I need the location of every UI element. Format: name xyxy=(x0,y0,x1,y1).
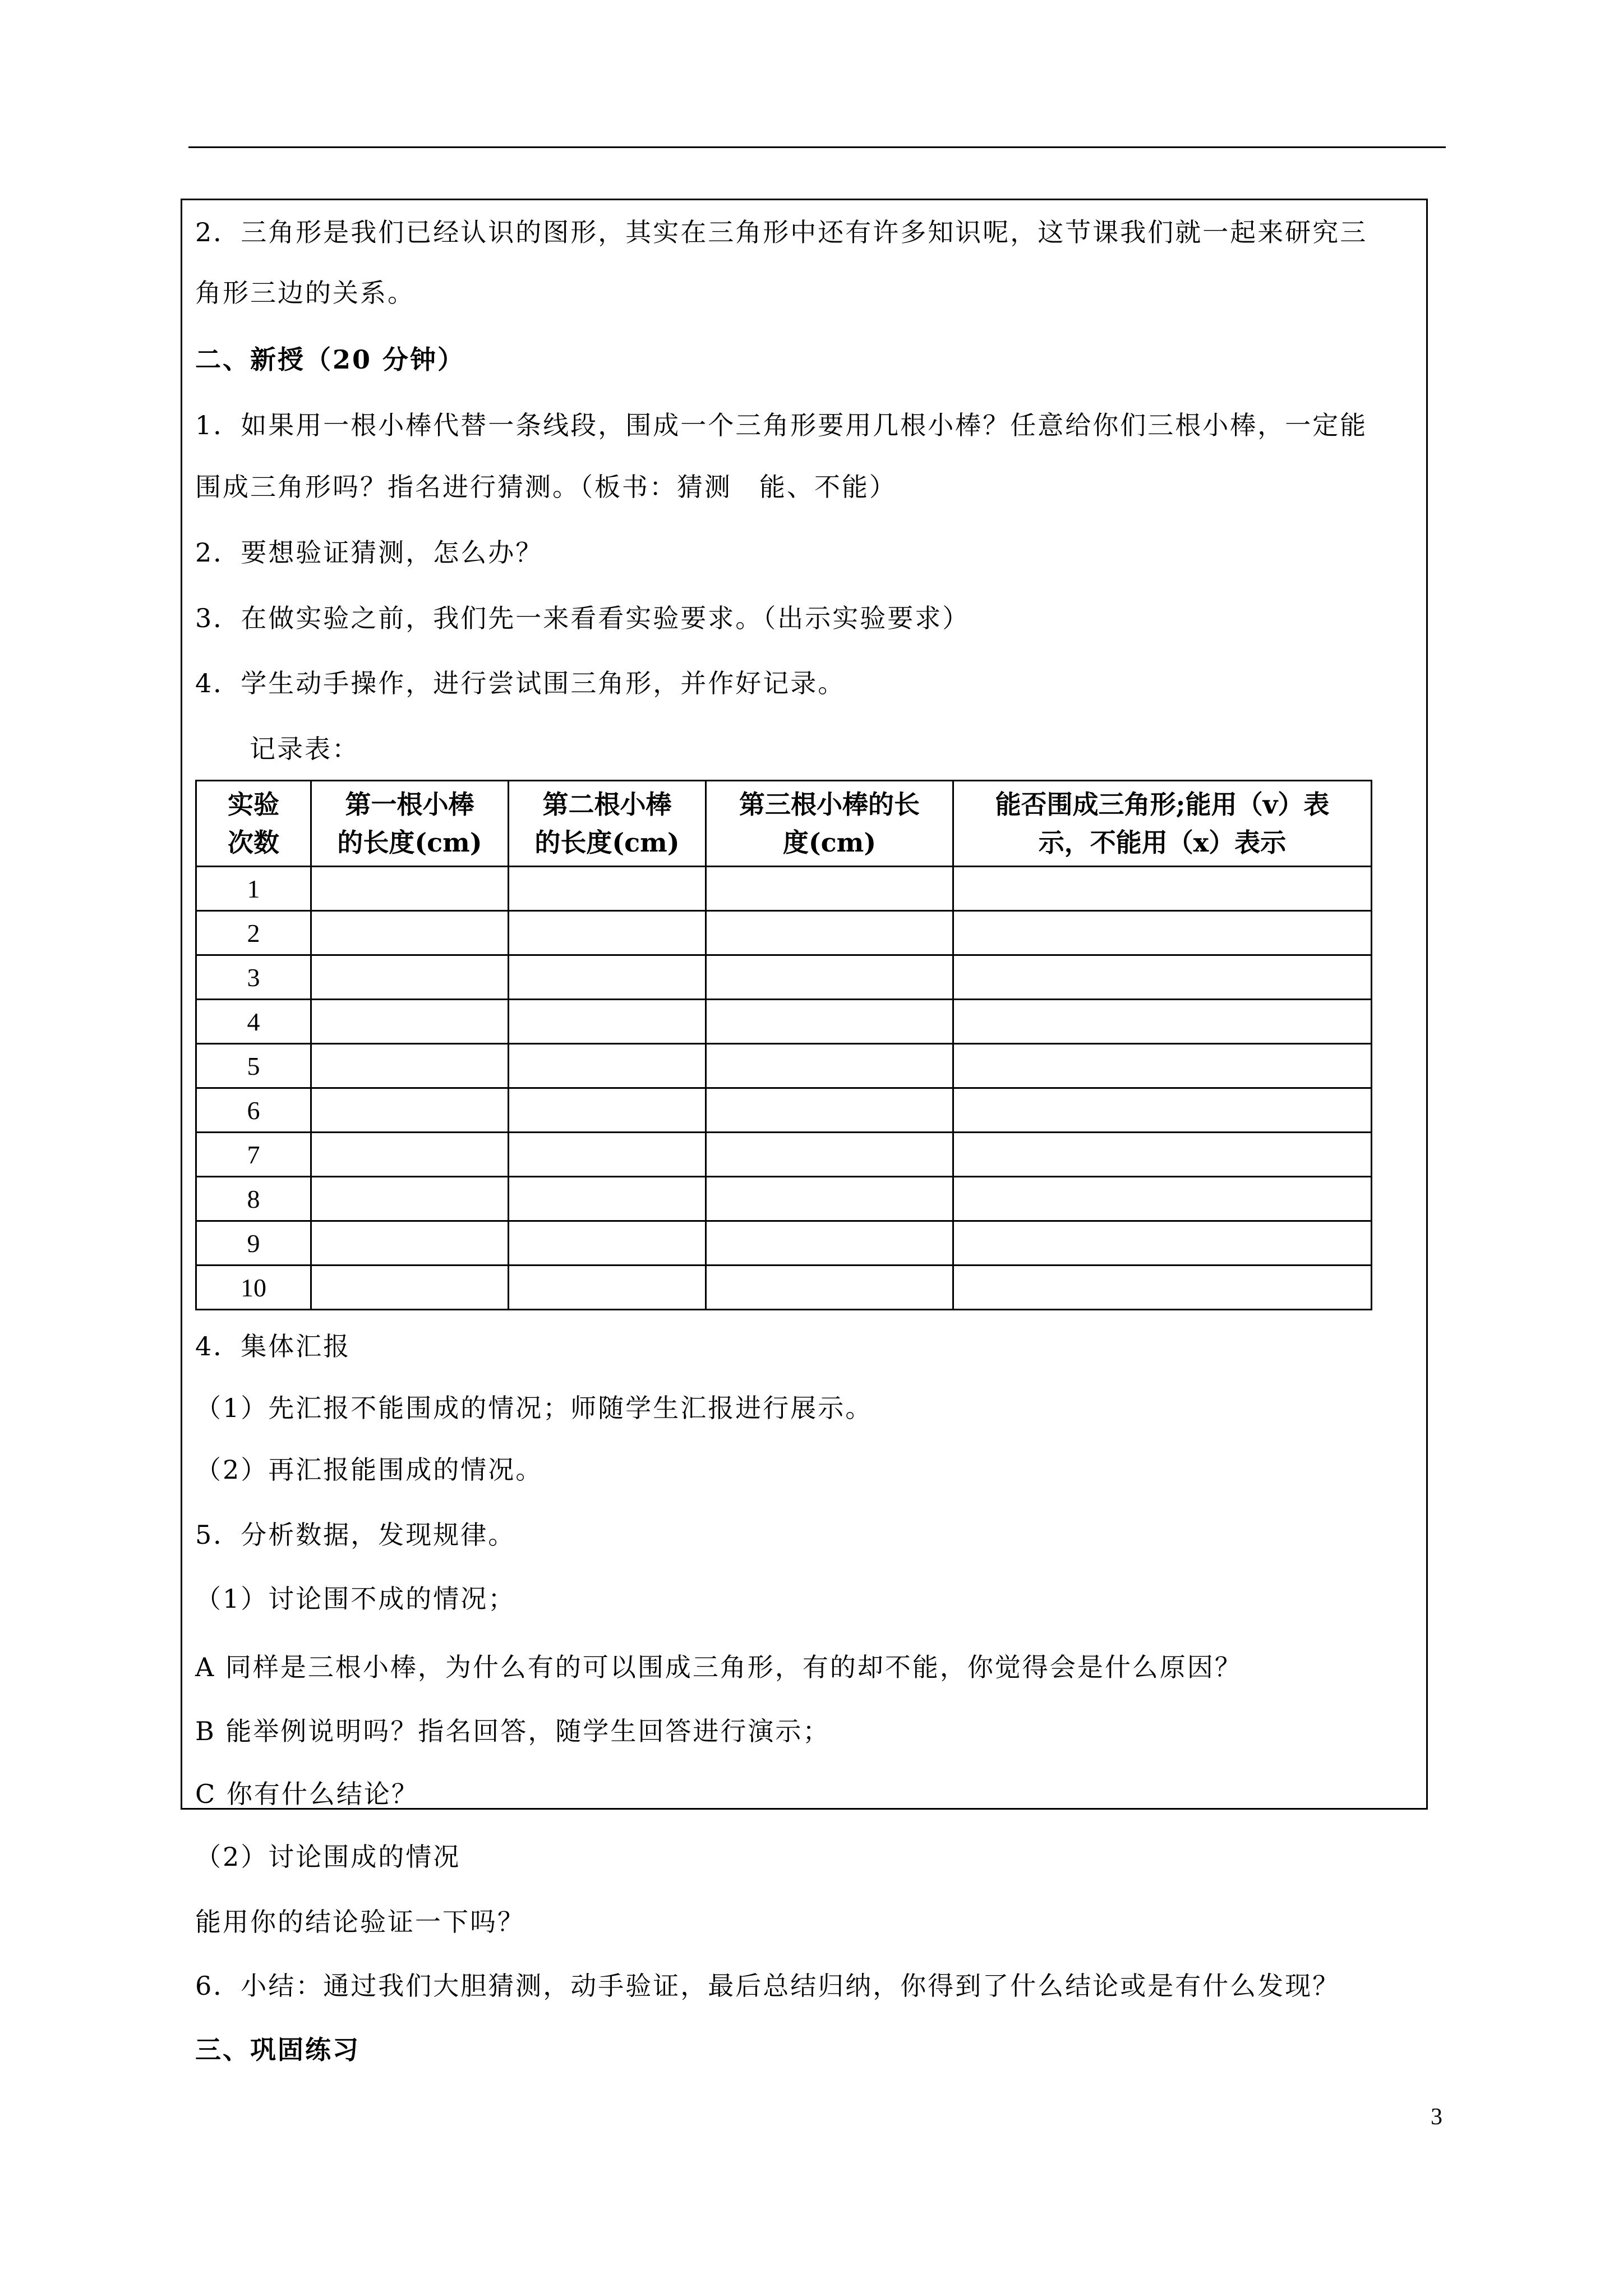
table-cell xyxy=(953,1266,1372,1310)
column-header: 第二根小棒 的长度(cm) xyxy=(509,781,706,867)
row-number: 5 xyxy=(196,1044,311,1088)
table-cell xyxy=(311,1221,509,1266)
section-heading: 三、巩固练习 xyxy=(195,2035,360,2065)
row-number: 2 xyxy=(196,911,311,955)
table-cell xyxy=(509,867,706,911)
table-cell xyxy=(706,1266,953,1310)
row-number: 8 xyxy=(196,1177,311,1221)
paragraph: 2．要想验证猜测，怎么办？ xyxy=(195,537,543,568)
table-cell xyxy=(509,1221,706,1266)
paragraph: B 能举例说明吗？指名回答，随学生回答进行演示； xyxy=(195,1716,831,1746)
table-cell xyxy=(706,1000,953,1044)
table-cell xyxy=(953,867,1372,911)
paragraph: （1）先汇报不能围成的情况；师随学生汇报进行展示。 xyxy=(195,1393,873,1423)
paragraph: 围成三角形吗？指名进行猜测。（板书：猜测 能、不能） xyxy=(195,472,897,502)
column-header: 第三根小棒的长 度(cm) xyxy=(706,781,953,867)
row-number: 1 xyxy=(196,867,311,911)
table-cell xyxy=(509,1044,706,1088)
row-number: 4 xyxy=(196,1000,311,1044)
page-number: 3 xyxy=(1431,2104,1442,2130)
table-cell xyxy=(311,1000,509,1044)
column-header: 第一根小棒 的长度(cm) xyxy=(311,781,509,867)
paragraph: 2．三角形是我们已经认识的图形，其实在三角形中还有许多知识呢，这节课我们就一起来研究三 xyxy=(195,217,1368,247)
record-table xyxy=(195,780,1372,1310)
table-cell xyxy=(953,1177,1372,1221)
table-cell xyxy=(706,911,953,955)
table-cell xyxy=(509,955,706,1000)
table-row xyxy=(196,1044,1372,1088)
table-row xyxy=(196,1177,1372,1221)
table-cell xyxy=(706,1044,953,1088)
table-cell xyxy=(953,1044,1372,1088)
row-number: 10 xyxy=(196,1266,311,1310)
table-cell xyxy=(311,955,509,1000)
column-header: 实验 次数 xyxy=(196,781,311,867)
section-heading: 二、新授（20 分钟） xyxy=(195,344,465,375)
table-cell xyxy=(509,1266,706,1310)
table-cell xyxy=(706,1088,953,1133)
table-cell xyxy=(706,955,953,1000)
paragraph: （1）讨论围不成的情况； xyxy=(195,1584,516,1614)
table-cell xyxy=(706,1177,953,1221)
table-cell xyxy=(311,1088,509,1133)
paragraph: A 同样是三根小棒，为什么有的可以围成三角形，有的却不能，你觉得会是什么原因？ xyxy=(195,1652,1242,1682)
table-row xyxy=(196,1133,1372,1177)
table-row xyxy=(196,867,1372,911)
table-cell xyxy=(953,955,1372,1000)
table-row xyxy=(196,1266,1372,1310)
table-cell xyxy=(311,867,509,911)
row-number: 3 xyxy=(196,955,311,1000)
table-cell xyxy=(706,867,953,911)
table-row xyxy=(196,1000,1372,1044)
table-cell xyxy=(953,1088,1372,1133)
table-cell xyxy=(509,1133,706,1177)
paragraph: 4．学生动手操作，进行尝试围三角形，并作好记录。 xyxy=(195,668,846,698)
table-cell xyxy=(311,1266,509,1310)
table-header-row xyxy=(196,781,1372,867)
table-cell xyxy=(509,1000,706,1044)
paragraph: C 你有什么结论？ xyxy=(195,1779,419,1809)
paragraph: （2）讨论围成的情况 xyxy=(195,1842,461,1872)
paragraph: 角形三边的关系。 xyxy=(195,278,415,308)
table-row xyxy=(196,1221,1372,1266)
table-cell xyxy=(509,1177,706,1221)
table-row xyxy=(196,1088,1372,1133)
table-cell xyxy=(311,1133,509,1177)
table-cell xyxy=(953,911,1372,955)
table-cell xyxy=(509,911,706,955)
table-caption: 记录表： xyxy=(250,734,359,764)
table-cell xyxy=(706,1133,953,1177)
paragraph: 6．小结：通过我们大胆猜测，动手验证，最后总结归纳，你得到了什么结论或是有什么发现？ xyxy=(195,1971,1340,2001)
table-cell xyxy=(311,911,509,955)
paragraph: 3．在做实验之前，我们先一来看看实验要求。（出示实验要求） xyxy=(195,603,970,633)
column-header: 能否围成三角形;能用（v）表 示，不能用（x）表示 xyxy=(953,781,1372,867)
table-cell xyxy=(311,1177,509,1221)
table-cell xyxy=(953,1133,1372,1177)
table-row xyxy=(196,955,1372,1000)
paragraph: 5．分析数据，发现规律。 xyxy=(195,1520,516,1550)
paragraph: 4．集体汇报 xyxy=(195,1331,351,1361)
paragraph: （2）再汇报能围成的情况。 xyxy=(195,1455,543,1485)
row-number: 7 xyxy=(196,1133,311,1177)
table-cell xyxy=(706,1221,953,1266)
table-cell xyxy=(311,1044,509,1088)
row-number: 9 xyxy=(196,1221,311,1266)
paragraph: 能用你的结论验证一下吗？ xyxy=(195,1907,525,1937)
header-rule xyxy=(188,146,1446,148)
row-number: 6 xyxy=(196,1088,311,1133)
table-row xyxy=(196,911,1372,955)
table-cell xyxy=(953,1000,1372,1044)
paragraph: 1．如果用一根小棒代替一条线段，围成一个三角形要用几根小棒？任意给你们三根小棒，一定能 xyxy=(195,410,1368,440)
table-cell xyxy=(953,1221,1372,1266)
table-cell xyxy=(509,1088,706,1133)
